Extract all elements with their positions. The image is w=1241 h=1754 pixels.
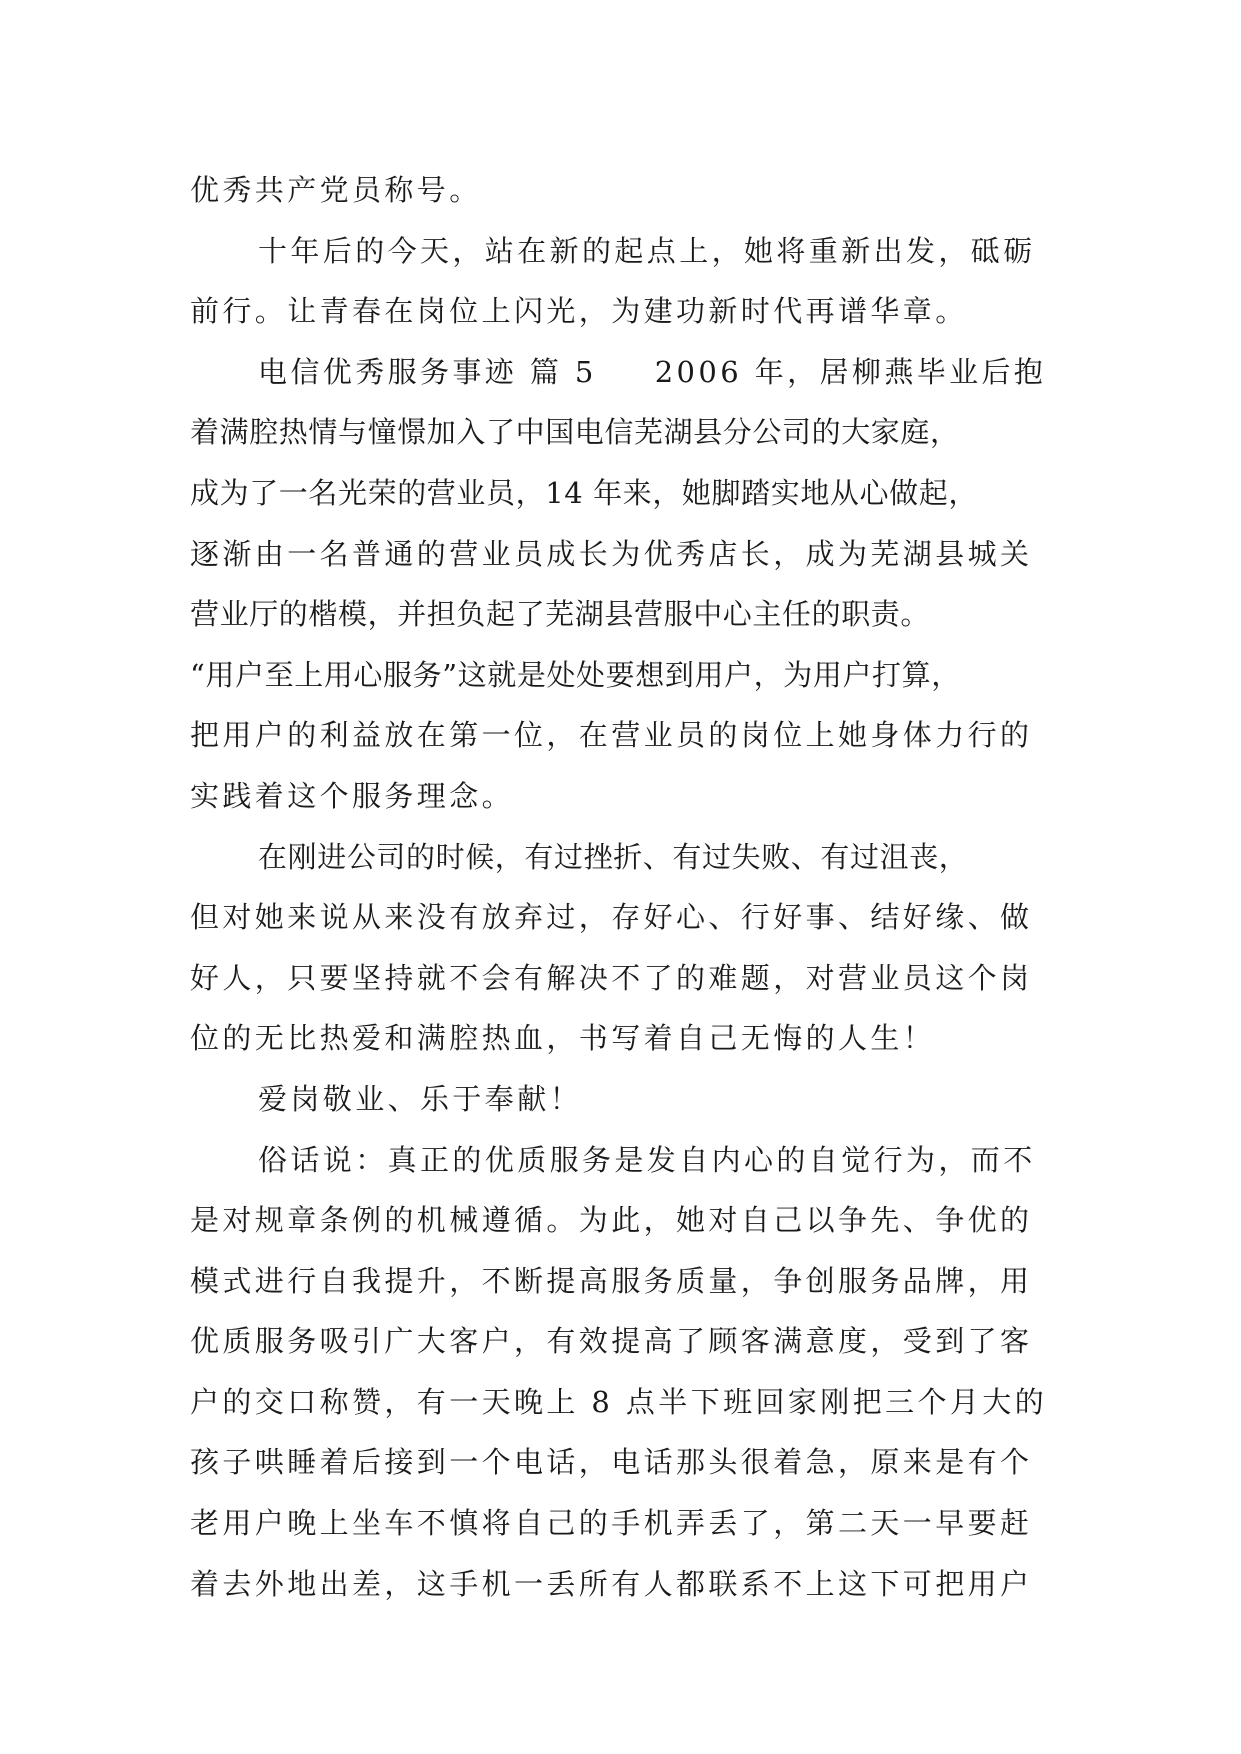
text-line: 但对她来说从来没有放弃过，存好心、行好事、结好缘、做 <box>190 900 1033 935</box>
text-line: 成为了一名光荣的营业员，14 年来，她脚踏实地从心做起， <box>190 475 978 510</box>
text-line: 老用户晚上坐车不慎将自己的手机弄丢了，第二天一早要赶 <box>190 1506 1033 1541</box>
text-line: 模式进行自我提升，不断提高服务质量，争创服务品牌，用 <box>190 1263 1033 1298</box>
text-line: 着去外地出差，这手机一丢所有人都联系不上这下可把用户 <box>190 1566 1033 1601</box>
text-line: 实践着这个服务理念。 <box>190 778 515 813</box>
text-line: “用户至上用心服务”这就是处处要想到用户，为用户打算， <box>190 657 961 692</box>
text-line: 好人，只要坚持就不会有解决不了的难题，对营业员这个岗 <box>190 960 1033 995</box>
text-line: 把用户的利益放在第一位，在营业员的岗位上她身体力行的 <box>190 718 1033 753</box>
text-line: 孩子哄睡着后接到一个电话，电话那头很着急，原来是有个 <box>190 1445 1033 1480</box>
text-line: 前行。让青春在岗位上闪光，为建功新时代再谱华章。 <box>190 294 968 329</box>
section-heading: 电信优秀服务事迹 篇 5 <box>258 354 597 389</box>
text-line: 优秀共产党员称号。 <box>190 173 482 207</box>
text-line: 优质服务吸引广大客户，有效提高了顾客满意度，受到了客 <box>190 1324 1033 1359</box>
section-heading-line <box>190 342 1050 403</box>
text-line: 是对规章条例的机械遵循。为此，她对自己以争先、争优的 <box>190 1203 1033 1238</box>
paragraph-start-line: 爱岗敬业、乐于奉献！ <box>258 1081 583 1116</box>
text-line: 着满腔热情与憧憬加入了中国电信芜湖县分公司的大家庭， <box>190 415 960 450</box>
text-line: 营业厅的楷模，并担负起了芜湖县营服中心主任的职责。 <box>190 597 931 632</box>
heading-following-text: 2006 年，居柳燕毕业后抱 <box>654 354 1047 389</box>
text-line: 户的交口称赞，有一天晚上 8 点半下班回家刚把三个月大的 <box>190 1384 1048 1419</box>
paragraph-start-line: 十年后的今天，站在新的起点上，她将重新出发，砥砺 <box>258 233 1036 268</box>
body-text <box>190 160 1050 1614</box>
text-line: 位的无比热爱和满腔热血，书写着自己无悔的人生！ <box>190 1021 936 1056</box>
paragraph-start-line: 俗话说：真正的优质服务是发自内心的自觉行为，而不 <box>258 1142 1036 1177</box>
paragraph-start-line: 在刚进公司的时候，有过挫折、有过失败、有过沮丧， <box>258 839 969 874</box>
text-line: 逐渐由一名普通的营业员成长为优秀店长，成为芜湖县城关 <box>190 536 1033 571</box>
